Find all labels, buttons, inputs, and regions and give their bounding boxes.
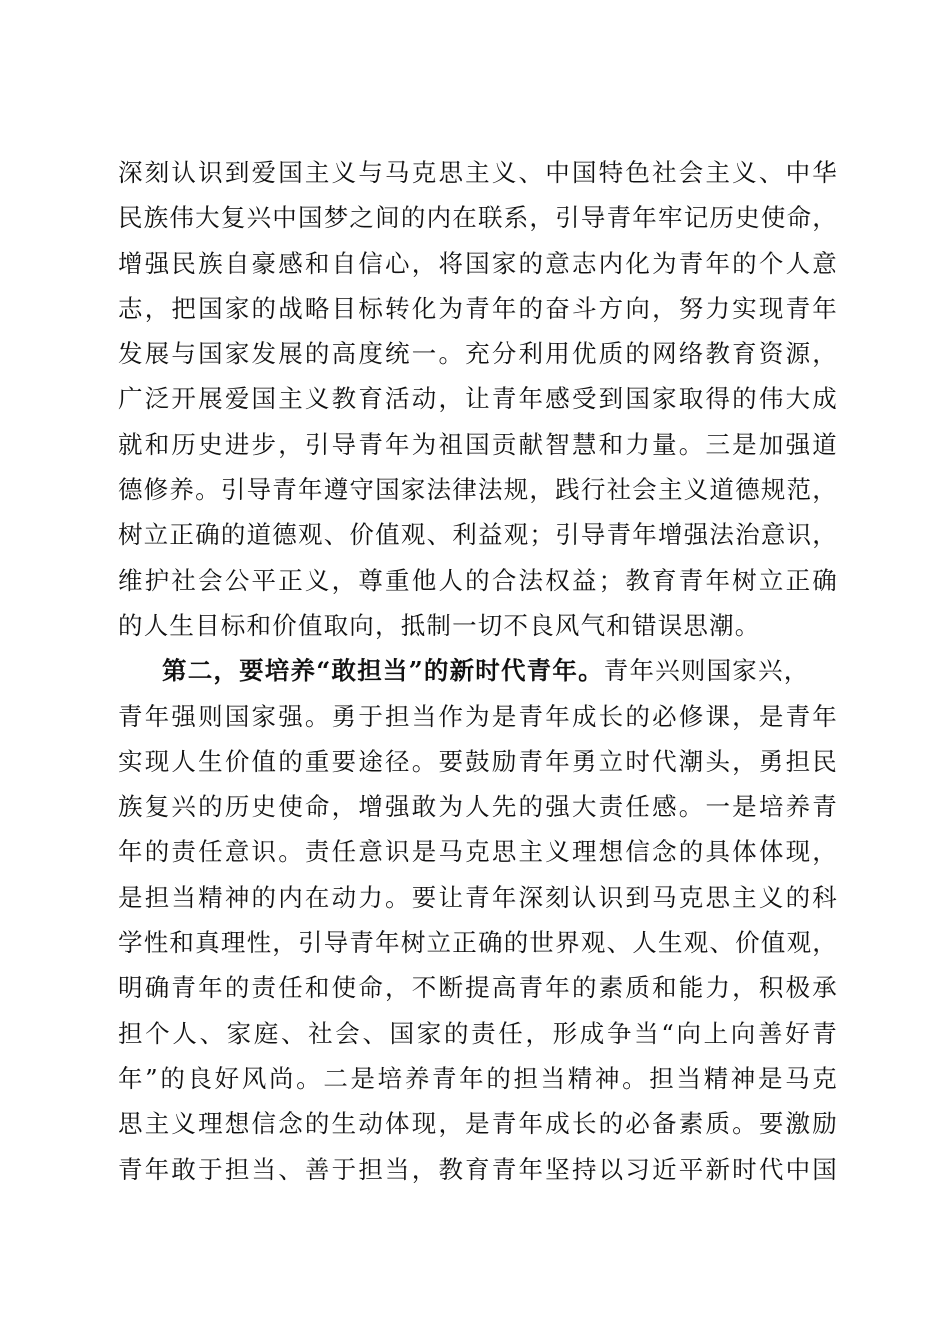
text-line: 树立正确的道德观、价值观、利益观；引导青年增强法治意识， (118, 520, 838, 550)
text-line: 担个人、家庭、社会、国家的责任，形成争当“向上向善好青 (118, 1018, 838, 1048)
text-line: 是担当精神的内在动力。要让青年深刻认识到马克思主义的科 (118, 882, 838, 912)
text-line: 广泛开展爱国主义教育活动，让青年感受到国家取得的伟大成 (118, 384, 838, 414)
text-fragment: 青年兴则国家兴， (603, 656, 810, 686)
text-line: 年”的良好风尚。二是培养青年的担当精神。担当精神是马克 (118, 1063, 838, 1093)
text-line: 明确青年的责任和使命，不断提高青年的素质和能力，积极承 (118, 973, 838, 1003)
text-line: 就和历史进步，引导青年为祖国贡献智慧和力量。三是加强道 (118, 429, 838, 459)
paragraph-first-line (118, 648, 838, 693)
text-line: 族复兴的历史使命，增强敢为人先的强大责任感。一是培养青 (118, 792, 838, 822)
text-line: 青年敢于担当、善于担当，教育青年坚持以习近平新时代中国 (118, 1154, 838, 1184)
text-line: 志，把国家的战略目标转化为青年的奋斗方向，努力实现青年 (118, 293, 838, 323)
text-line: 民族伟大复兴中国梦之间的内在联系，引导青年牢记历史使命， (118, 203, 838, 233)
text-line: 的人生目标和价值取向，抵制一切不良风气和错误思潮。 (118, 610, 761, 640)
text-line: 青年强则国家强。勇于担当作为是青年成长的必修课，是青年 (118, 701, 838, 731)
text-line: 学性和真理性，引导青年树立正确的世界观、人生观、价值观， (118, 928, 838, 958)
text-line: 发展与国家发展的高度统一。充分利用优质的网络教育资源， (118, 339, 838, 369)
body-text (118, 150, 838, 1192)
text-line: 德修养。引导青年遵守国家法律法规，践行社会主义道德规范， (118, 475, 838, 505)
text-line: 增强民族自豪感和自信心，将国家的意志内化为青年的个人意 (118, 248, 838, 278)
text-line: 维护社会公平正义，尊重他人的合法权益；教育青年树立正确 (118, 565, 838, 595)
text-line: 年的责任意识。责任意识是马克思主义理想信念的具体体现， (118, 837, 838, 867)
text-line: 思主义理想信念的生动体现，是青年成长的必备素质。要激励 (118, 1109, 838, 1139)
paragraph-heading: 第二，要培养“敢担当”的新时代青年。 (162, 656, 604, 686)
text-line: 实现人生价值的重要途径。要鼓励青年勇立时代潮头，勇担民 (118, 746, 838, 776)
text-line: 深刻认识到爱国主义与马克思主义、中国特色社会主义、中华 (118, 158, 838, 187)
